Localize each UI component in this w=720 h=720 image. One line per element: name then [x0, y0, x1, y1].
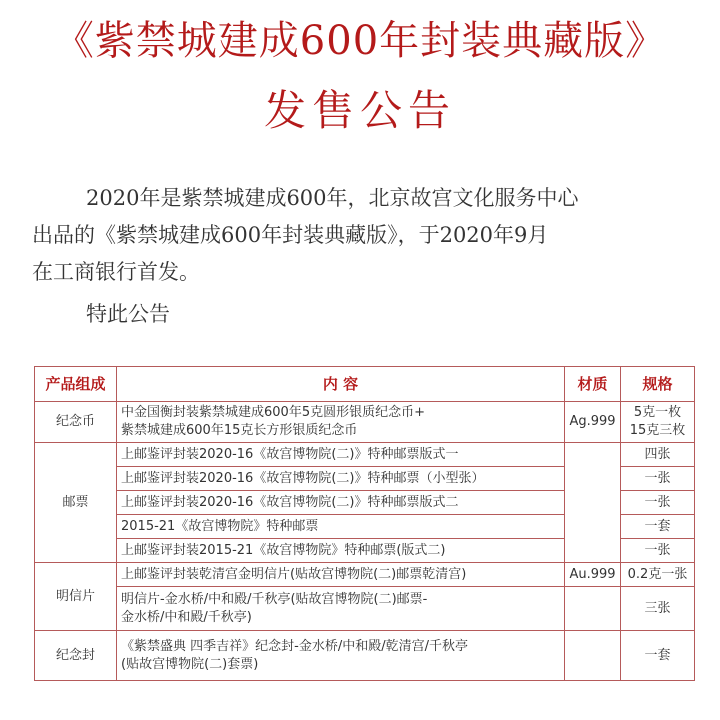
table-row [35, 587, 695, 631]
material-cell [565, 443, 621, 563]
header-material: 材质 [565, 367, 621, 402]
table-row [35, 631, 695, 681]
category-cell: 明信片 [35, 563, 117, 631]
category-cell: 纪念币 [35, 402, 117, 443]
category-cell: 邮票 [35, 443, 117, 563]
spec-cell: 一张 [621, 539, 695, 563]
material-cell [565, 631, 621, 681]
content-cell: 明信片-金水桥/中和殿/千秋亭(贴故宫博物院(二)邮票- 金水桥/中和殿/千秋亭) [117, 587, 565, 631]
table-row [35, 443, 695, 467]
announcement-title: 《紫禁城建成600年封装典藏版》 [53, 18, 667, 64]
header-spec: 规格 [621, 367, 695, 402]
table-row [35, 563, 695, 587]
content-cell: 上邮鉴评封装乾清宫金明信片(贴故宫博物院(二)邮票乾清宫) [117, 563, 565, 587]
spec-cell: 一套 [621, 631, 695, 681]
content-cell: 上邮鉴评封装2020-16《故宫博物院(二)》特种邮票（小型张） [117, 467, 565, 491]
material-cell: Ag.999 [565, 402, 621, 443]
table-header-row [35, 367, 695, 402]
announcement-closing: 特此公告 [86, 302, 170, 326]
content-cell: 《紫禁盛典 四季吉祥》纪念封-金水桥/中和殿/乾清宫/千秋亭 (贴故宫博物院(二)套票) [117, 631, 565, 681]
spec-cell: 5克一枚 15克三枚 [621, 402, 695, 443]
header-category: 产品组成 [35, 367, 117, 402]
table-row [35, 402, 695, 443]
content-cell: 上邮鉴评封装2020-16《故宫博物院(二)》特种邮票版式一 [117, 443, 565, 467]
category-cell: 纪念封 [35, 631, 117, 681]
spec-cell: 四张 [621, 443, 695, 467]
product-table [34, 366, 695, 681]
body-line-2: 出品的《紫禁城建成600年封装典藏版》，于2020年9月 [32, 223, 549, 247]
material-cell: Au.999 [565, 563, 621, 587]
spec-cell: 一套 [621, 515, 695, 539]
announcement-body [32, 180, 692, 291]
material-cell [565, 587, 621, 631]
spec-cell: 一张 [621, 491, 695, 515]
content-cell: 中金国衡封装紫禁城建成600年5克圆形银质纪念币+ 紫禁城建成600年15克长方形银质纪念币 [117, 402, 565, 443]
content-cell: 上邮鉴评封装2015-21《故宫博物院》特种邮票(版式二) [117, 539, 565, 563]
header-content: 内 容 [117, 367, 565, 402]
body-line-1: 2020年是紫禁城建成600年，北京故宫文化服务中心 [86, 186, 579, 210]
spec-cell: 0.2克一张 [621, 563, 695, 587]
spec-cell: 三张 [621, 587, 695, 631]
content-cell: 上邮鉴评封装2020-16《故宫博物院(二)》特种邮票版式二 [117, 491, 565, 515]
spec-cell: 一张 [621, 467, 695, 491]
body-line-3: 在工商银行首发。 [32, 260, 200, 284]
announcement-subtitle: 发售公告 [263, 86, 456, 135]
content-cell: 2015-21《故宫博物院》特种邮票 [117, 515, 565, 539]
